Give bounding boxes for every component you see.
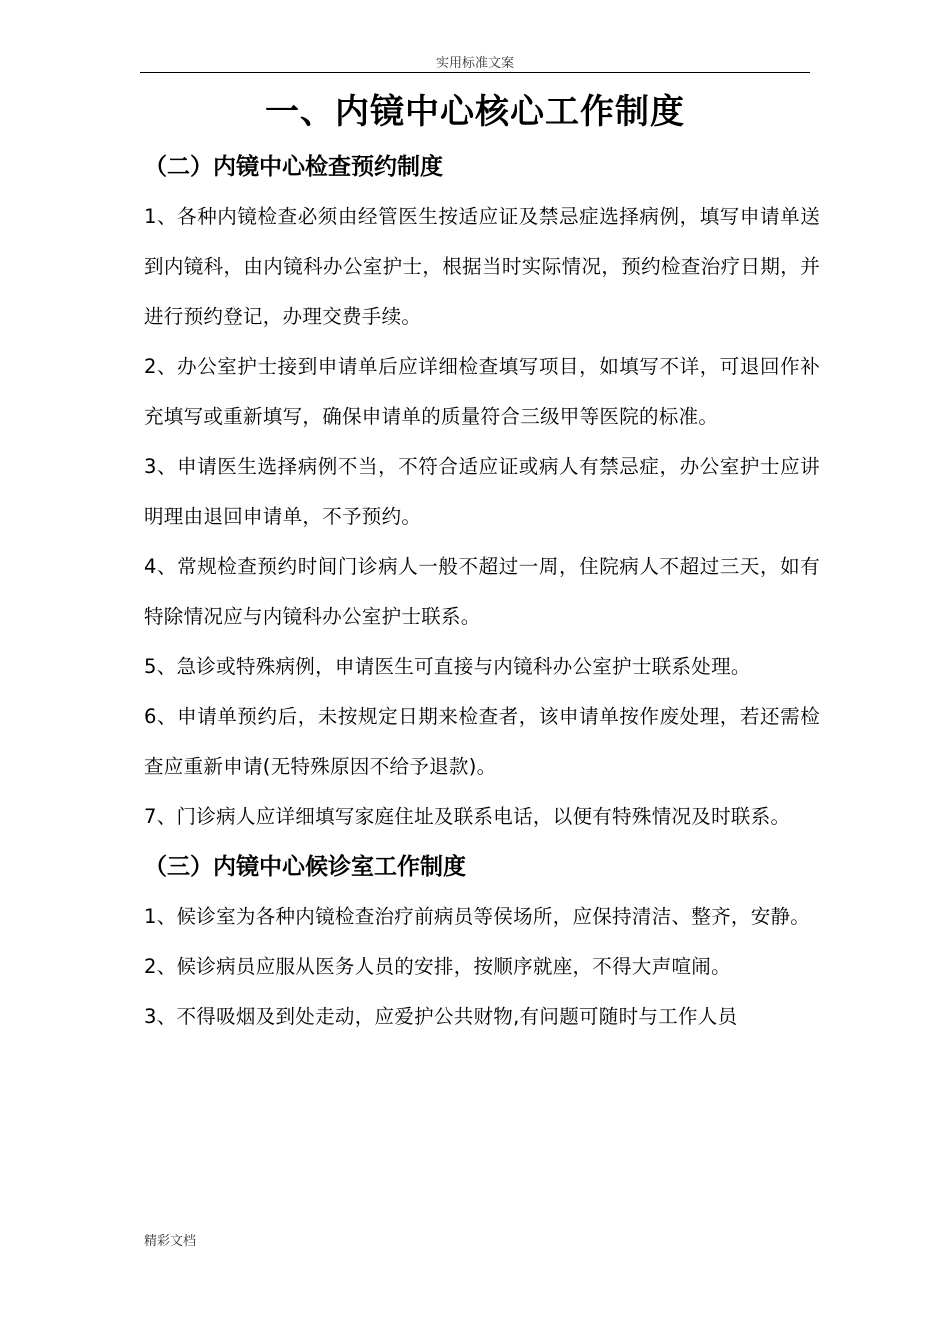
document-title: 一、内镜中心核心工作制度 [265,92,685,132]
paragraph: 2、办公室护士接到申请单后应详细检查填写项目，如填写不详，可退回作补充填写或重新填写，确保申请单的质量符合三级甲等医院的标准。 [144,355,820,428]
paragraph: 7、门诊病人应详细填写家庭住址及联系电话，以便有特殊情况及时联系。 [144,805,791,828]
paragraph: 3、不得吸烟及到处走动，应爱护公共财物,有问题可随时与工作人员 [144,1005,738,1028]
header-rule [140,72,810,73]
paragraph: 5、急诊或特殊病例，申请医生可直接与内镜科办公室护士联系处理。 [144,655,751,678]
running-footer: 精彩文档 [144,1234,197,1249]
running-header: 实用标准文案 [435,56,514,71]
section-heading-waiting-room: （三）内镜中心候诊室工作制度 [144,854,466,880]
paragraph: 4、常规检查预约时间门诊病人一般不超过一周，住院病人不超过三天，如有特除情况应与内镜科办公室护士联系。 [144,555,820,628]
section-heading-appointment: （二）内镜中心检查预约制度 [144,154,443,180]
paragraph: 1、候诊室为各种内镜检查治疗前病员等侯场所，应保持清洁、整齐，安静。 [144,905,811,928]
paragraph: 6、申请单预约后，未按规定日期来检查者，该申请单按作废处理，若还需检查应重新申请(无特殊原因不给予退款)。 [144,705,820,778]
paragraph: 2、候诊病员应服从医务人员的安排，按顺序就座，不得大声喧闹。 [144,955,731,978]
document-body [144,142,820,1042]
paragraph: 1、各种内镜检查必须由经管医生按适应证及禁忌症选择病例，填写申请单送到内镜科，由内镜科办公室护士，根据当时实际情况，预约检查治疗日期，并进行预约登记，办理交费手续。 [144,205,820,328]
paragraph: 3、申请医生选择病例不当，不符合适应证或病人有禁忌症，办公室护士应讲明理由退回申请单，不予预约。 [144,455,820,528]
